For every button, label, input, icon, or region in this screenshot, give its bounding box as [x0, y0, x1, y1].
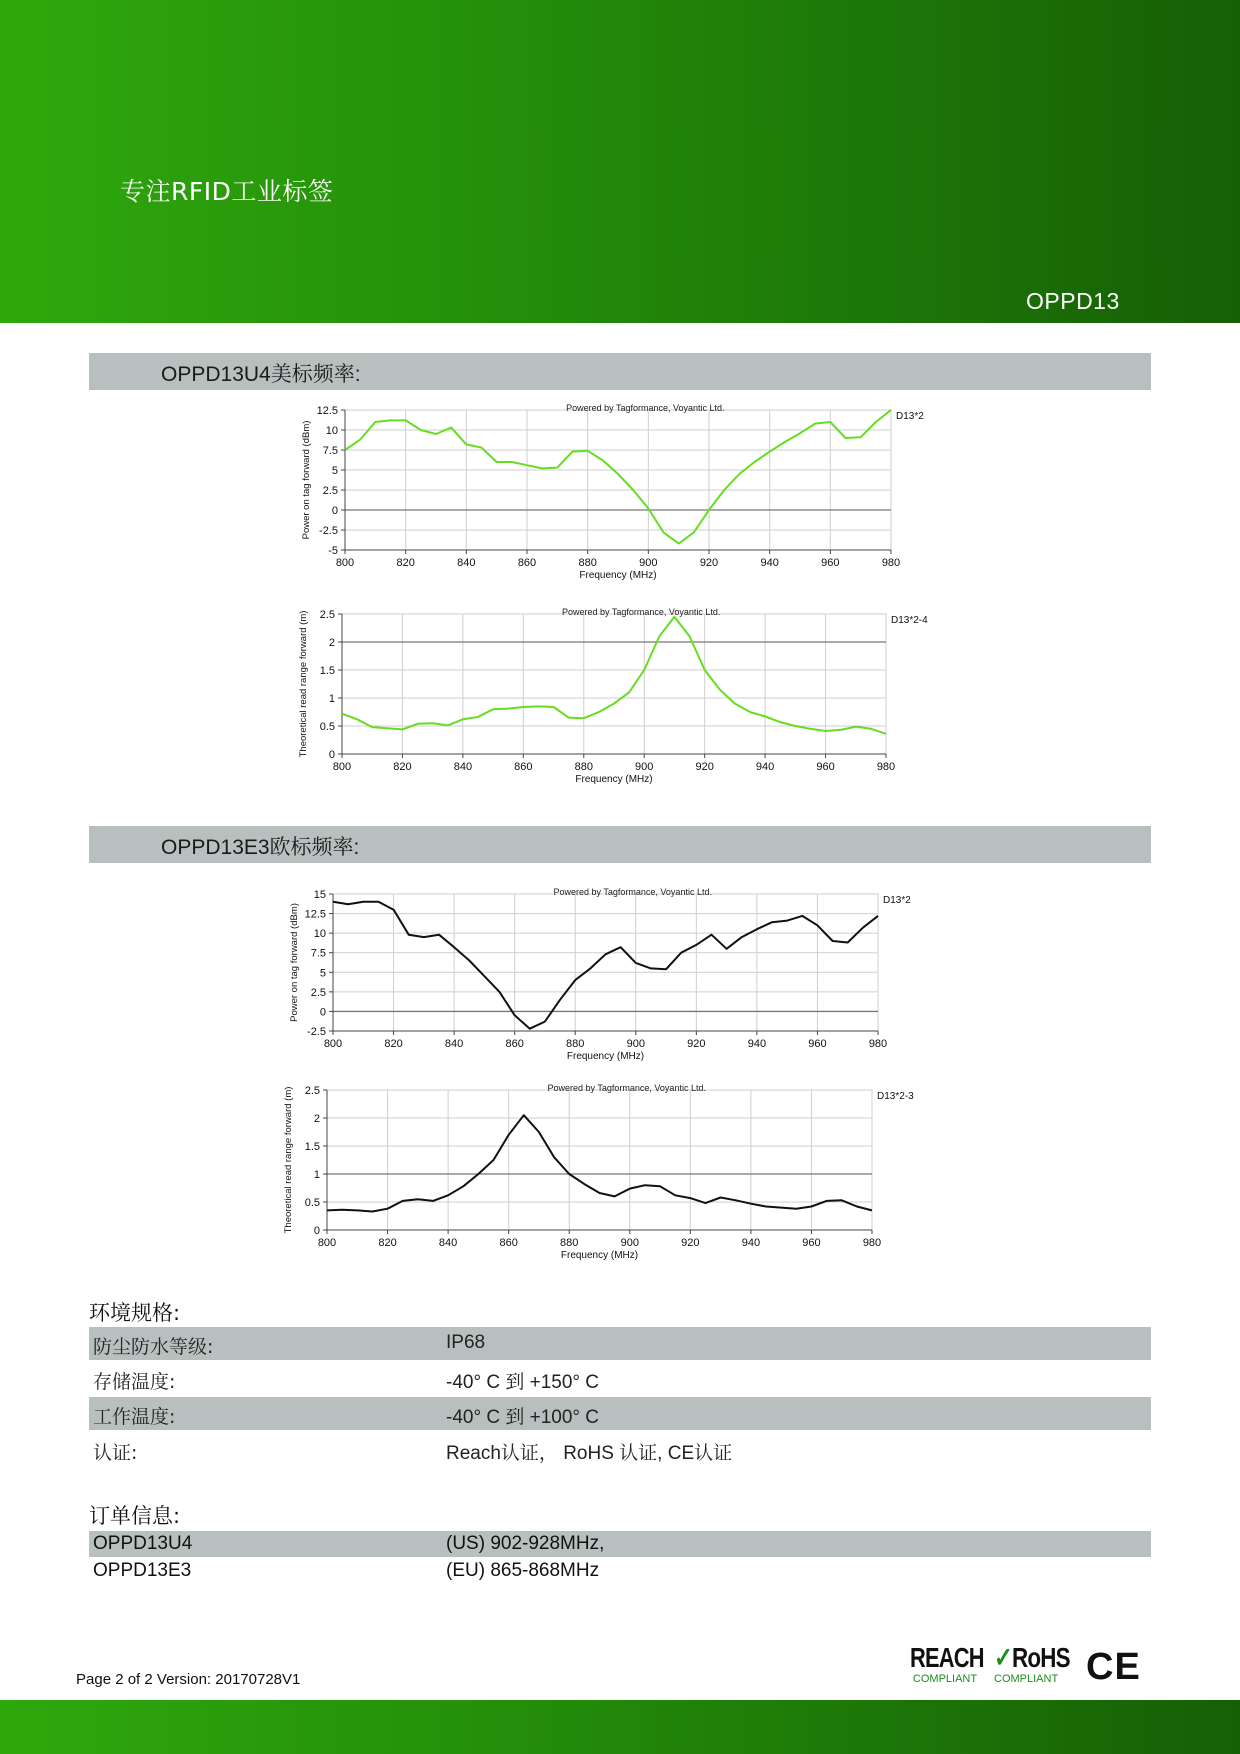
y-axis-label: Power on tag forward (dBm) — [301, 420, 312, 540]
x-tick-label: 960 — [821, 557, 840, 569]
y-tick-label: 2.5 — [304, 1085, 320, 1097]
x-tick-label: 940 — [755, 761, 775, 773]
x-tick-label: 900 — [639, 557, 658, 569]
spec-label: 认证: — [93, 1442, 138, 1464]
order-description: (US) 902-928MHz, — [446, 1533, 605, 1554]
footer-banner — [0, 1700, 1240, 1754]
plot-area — [342, 614, 886, 754]
checkmark-icon: ✓ — [994, 1642, 1012, 1673]
legend-label: D13*2 — [896, 411, 924, 422]
compliance-logos — [910, 1643, 1140, 1689]
legend-label: D13*2 — [883, 895, 911, 906]
y-tick-label: 2 — [328, 637, 335, 649]
rohs-logo — [994, 1643, 1074, 1685]
eu-frequency-section-title: OPPD13E3欧标频率: — [161, 836, 360, 859]
x-tick-label: 900 — [620, 1237, 639, 1249]
x-tick-label: 940 — [747, 1038, 767, 1050]
spec-value: -40° C 到 +100° C — [446, 1407, 600, 1428]
x-tick-label: 940 — [741, 1237, 761, 1249]
x-tick-label: 840 — [438, 1237, 458, 1249]
header-banner — [0, 0, 1240, 323]
x-tick-label: 980 — [862, 1237, 882, 1249]
plot-area — [333, 894, 878, 1031]
spec-label: 存储温度: — [93, 1371, 176, 1393]
y-tick-label: 1 — [313, 1169, 320, 1181]
x-tick-label: 900 — [635, 761, 654, 773]
y-tick-label: -2.5 — [319, 525, 338, 537]
header-model-code: OPPD13 — [1026, 288, 1120, 314]
order-row — [89, 1558, 1151, 1584]
y-tick-label: 0 — [331, 505, 338, 517]
x-tick-label: 820 — [378, 1237, 397, 1249]
x-tick-label: 880 — [560, 1237, 579, 1249]
y-tick-label: 1.5 — [304, 1141, 320, 1153]
header-slogan: 专注RFID工业标签 — [120, 177, 334, 206]
y-tick-label: 12.5 — [304, 908, 326, 921]
x-tick-label: 960 — [802, 1237, 821, 1249]
order-row — [89, 1531, 1151, 1557]
y-tick-label: 2.5 — [322, 485, 338, 497]
us-frequency-section-title: OPPD13U4美标频率: — [161, 363, 361, 386]
x-tick-label: 840 — [444, 1038, 464, 1050]
x-tick-label: 800 — [332, 761, 352, 773]
x-axis-label: Frequency (MHz) — [560, 1250, 639, 1261]
y-tick-label: -2.5 — [307, 1026, 326, 1038]
spec-label: 工作温度: — [93, 1406, 176, 1428]
x-tick-label: 800 — [317, 1237, 337, 1249]
spec-row — [89, 1327, 1151, 1360]
y-tick-label: 5 — [331, 465, 338, 477]
eu-frequency-section-bar — [89, 826, 1151, 863]
spec-row — [89, 1362, 1151, 1395]
us-frequency-section-bar — [89, 353, 1151, 390]
order-code: OPPD13E3 — [93, 1560, 192, 1581]
x-tick-label: 820 — [393, 761, 412, 773]
chart-title: Powered by Tagformance, Voyantic Ltd. — [547, 1083, 706, 1093]
y-axis-label: Power on tag forward (dBm) — [289, 903, 300, 1022]
y-tick-label: 15 — [313, 889, 326, 901]
x-tick-label: 940 — [760, 557, 779, 569]
eu-power-chart — [0, 882, 1240, 1072]
rohs-compliant-text: COMPLIANT — [994, 1673, 1059, 1685]
legend-label: D13*2-3 — [877, 1091, 914, 1102]
us-read-range-chart — [0, 604, 1240, 794]
spec-value: IP68 — [446, 1332, 486, 1353]
x-tick-label: 960 — [808, 1038, 827, 1050]
x-axis-label: Frequency (MHz) — [579, 570, 657, 581]
chart-title: Powered by Tagformance, Voyantic Ltd. — [561, 607, 721, 617]
x-axis-label: Frequency (MHz) — [575, 774, 653, 785]
x-tick-label: 800 — [323, 1038, 343, 1050]
x-tick-label: 880 — [574, 761, 593, 773]
x-tick-label: 840 — [453, 761, 473, 773]
x-tick-label: 980 — [876, 761, 896, 773]
reach-logo — [910, 1642, 984, 1685]
x-tick-label: 800 — [335, 557, 355, 569]
order-description: (EU) 865-868MHz — [446, 1560, 600, 1581]
y-tick-label: 7.5 — [322, 445, 338, 457]
y-tick-label: 0 — [319, 1006, 326, 1019]
x-tick-label: 900 — [626, 1038, 645, 1050]
y-axis-label: Theoretical read range forward (m) — [283, 1086, 294, 1234]
y-tick-label: 10 — [325, 425, 338, 437]
x-axis-label: Frequency (MHz) — [566, 1051, 645, 1062]
y-tick-label: 12.5 — [316, 405, 338, 417]
reach-compliant-text: COMPLIANT — [912, 1673, 978, 1685]
chart-title: Powered by Tagformance, Voyantic Ltd. — [566, 403, 725, 413]
x-tick-label: 860 — [514, 761, 533, 773]
order-code: OPPD13U4 — [93, 1533, 193, 1554]
x-tick-label: 880 — [566, 1038, 585, 1050]
x-tick-label: 980 — [868, 1038, 888, 1050]
environment-title: 环境规格: — [89, 1301, 181, 1325]
spec-row — [89, 1433, 1151, 1466]
y-tick-label: 2.5 — [310, 986, 326, 999]
y-tick-label: 1.5 — [319, 665, 335, 677]
x-tick-label: 860 — [505, 1038, 524, 1050]
us-power-chart — [0, 398, 1240, 588]
page-version-info: Page 2 of 2 Version: 20170728V1 — [76, 1671, 301, 1688]
x-tick-label: 860 — [517, 557, 537, 569]
y-tick-label: 5 — [319, 967, 326, 980]
y-tick-label: 2.5 — [319, 609, 335, 621]
y-tick-label: -5 — [328, 545, 338, 557]
spec-label: 防尘防水等级: — [93, 1336, 214, 1358]
x-tick-label: 820 — [384, 1038, 403, 1050]
order-title: 订单信息: — [89, 1504, 181, 1528]
x-tick-label: 960 — [816, 761, 835, 773]
reach-logo-text: REACH — [910, 1642, 984, 1673]
eu-read-range-chart — [0, 1080, 1240, 1270]
y-tick-label: 0 — [328, 749, 335, 761]
y-tick-label: 0.5 — [319, 721, 335, 733]
x-tick-label: 820 — [396, 557, 415, 569]
x-tick-label: 840 — [457, 557, 476, 569]
x-tick-label: 920 — [687, 1038, 706, 1050]
chart-title: Powered by Tagformance, Voyantic Ltd. — [553, 887, 712, 897]
x-tick-label: 920 — [695, 761, 714, 773]
y-tick-label: 10 — [313, 928, 326, 941]
y-tick-label: 2 — [313, 1113, 320, 1125]
x-tick-label: 920 — [681, 1237, 700, 1249]
legend-label: D13*2-4 — [891, 615, 928, 626]
y-tick-label: 1 — [328, 693, 335, 705]
y-axis-label: Theoretical read range forward (m) — [298, 610, 309, 758]
y-tick-label: 7.5 — [310, 947, 326, 960]
x-tick-label: 860 — [499, 1237, 518, 1249]
rohs-logo-text: RoHS — [1011, 1642, 1070, 1673]
ce-mark-logo: CE — [1086, 1646, 1141, 1688]
x-tick-label: 980 — [881, 557, 901, 569]
x-tick-label: 920 — [699, 557, 719, 569]
spec-row — [89, 1397, 1151, 1430]
spec-value: Reach认证， RoHS 认证, CE认证 — [446, 1443, 733, 1464]
spec-value: -40° C 到 +150° C — [446, 1372, 600, 1393]
y-tick-label: 0.5 — [304, 1197, 320, 1209]
x-tick-label: 880 — [578, 557, 597, 569]
y-tick-label: 0 — [313, 1225, 320, 1237]
